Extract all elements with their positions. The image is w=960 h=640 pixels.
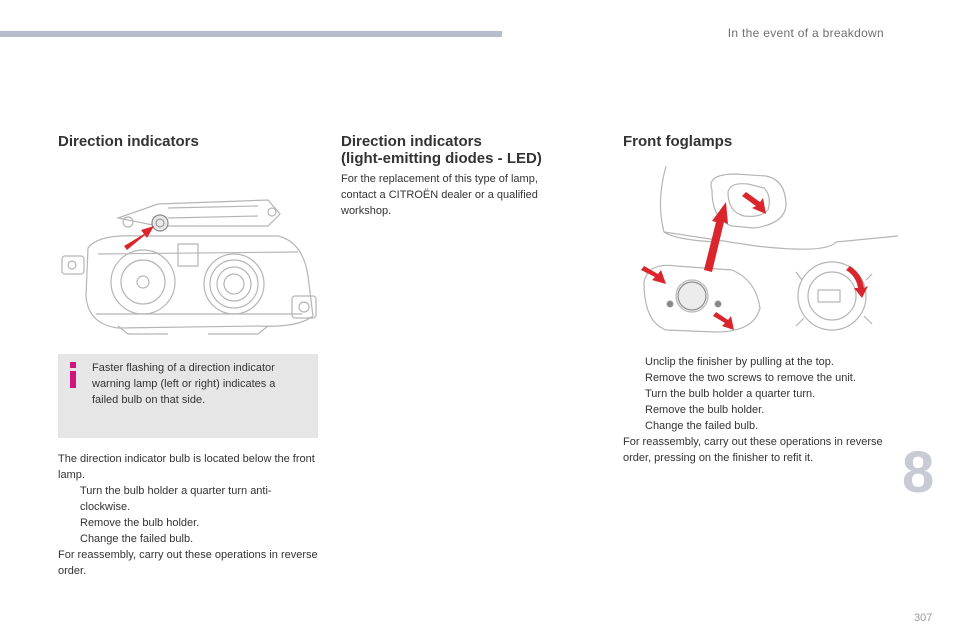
chapter-header-title: In the event of a breakdown bbox=[727, 26, 884, 40]
led-indicators-title: Direction indicators (light-emitting diodes - LED) bbox=[341, 133, 542, 167]
list-item: Change the failed bulb. bbox=[645, 420, 759, 432]
page-number: 307 bbox=[914, 612, 933, 624]
foglamp-illustration bbox=[636, 162, 900, 342]
direction-indicators-instructions bbox=[58, 451, 318, 579]
direction-outro: For reassembly, carry out these operations in reverse order. bbox=[58, 549, 318, 577]
info-box bbox=[58, 354, 318, 438]
info-text: Faster flashing of a direction indicator warning lamp (left or right) indicates a failed bulb on that side. bbox=[92, 362, 276, 406]
direction-intro: The direction indicator bulb is located below the front lamp. bbox=[58, 453, 315, 481]
list-item: Turn the bulb holder a quarter turn anti-clockwise. bbox=[80, 485, 272, 513]
list-item: Turn the bulb holder a quarter turn. bbox=[645, 388, 816, 400]
chapter-number: 8 bbox=[902, 440, 935, 505]
list-item: Remove the bulb holder. bbox=[80, 517, 200, 529]
list-item: Change the failed bulb. bbox=[80, 533, 194, 545]
foglamp-instructions bbox=[623, 354, 889, 466]
front-foglamps-title: Front foglamps bbox=[623, 133, 733, 150]
direction-indicators-title: Direction indicators bbox=[58, 133, 199, 150]
list-item: Remove the two screws to remove the unit. bbox=[645, 372, 856, 384]
direction-steps bbox=[58, 483, 318, 547]
headlamp-illustration bbox=[58, 196, 318, 336]
top-accent-bar bbox=[0, 31, 502, 37]
foglamp-outro: For reassembly, carry out these operations in reverse order, pressing on the finisher to refit it. bbox=[623, 436, 883, 464]
info-icon bbox=[66, 362, 80, 388]
led-replacement-text: For the replacement of this type of lamp, contact a CITROËN dealer or a qualified workshop. bbox=[341, 173, 538, 217]
list-item: Unclip the finisher by pulling at the top. bbox=[645, 356, 834, 368]
list-item: Remove the bulb holder. bbox=[645, 404, 765, 416]
foglamp-steps bbox=[623, 354, 889, 434]
